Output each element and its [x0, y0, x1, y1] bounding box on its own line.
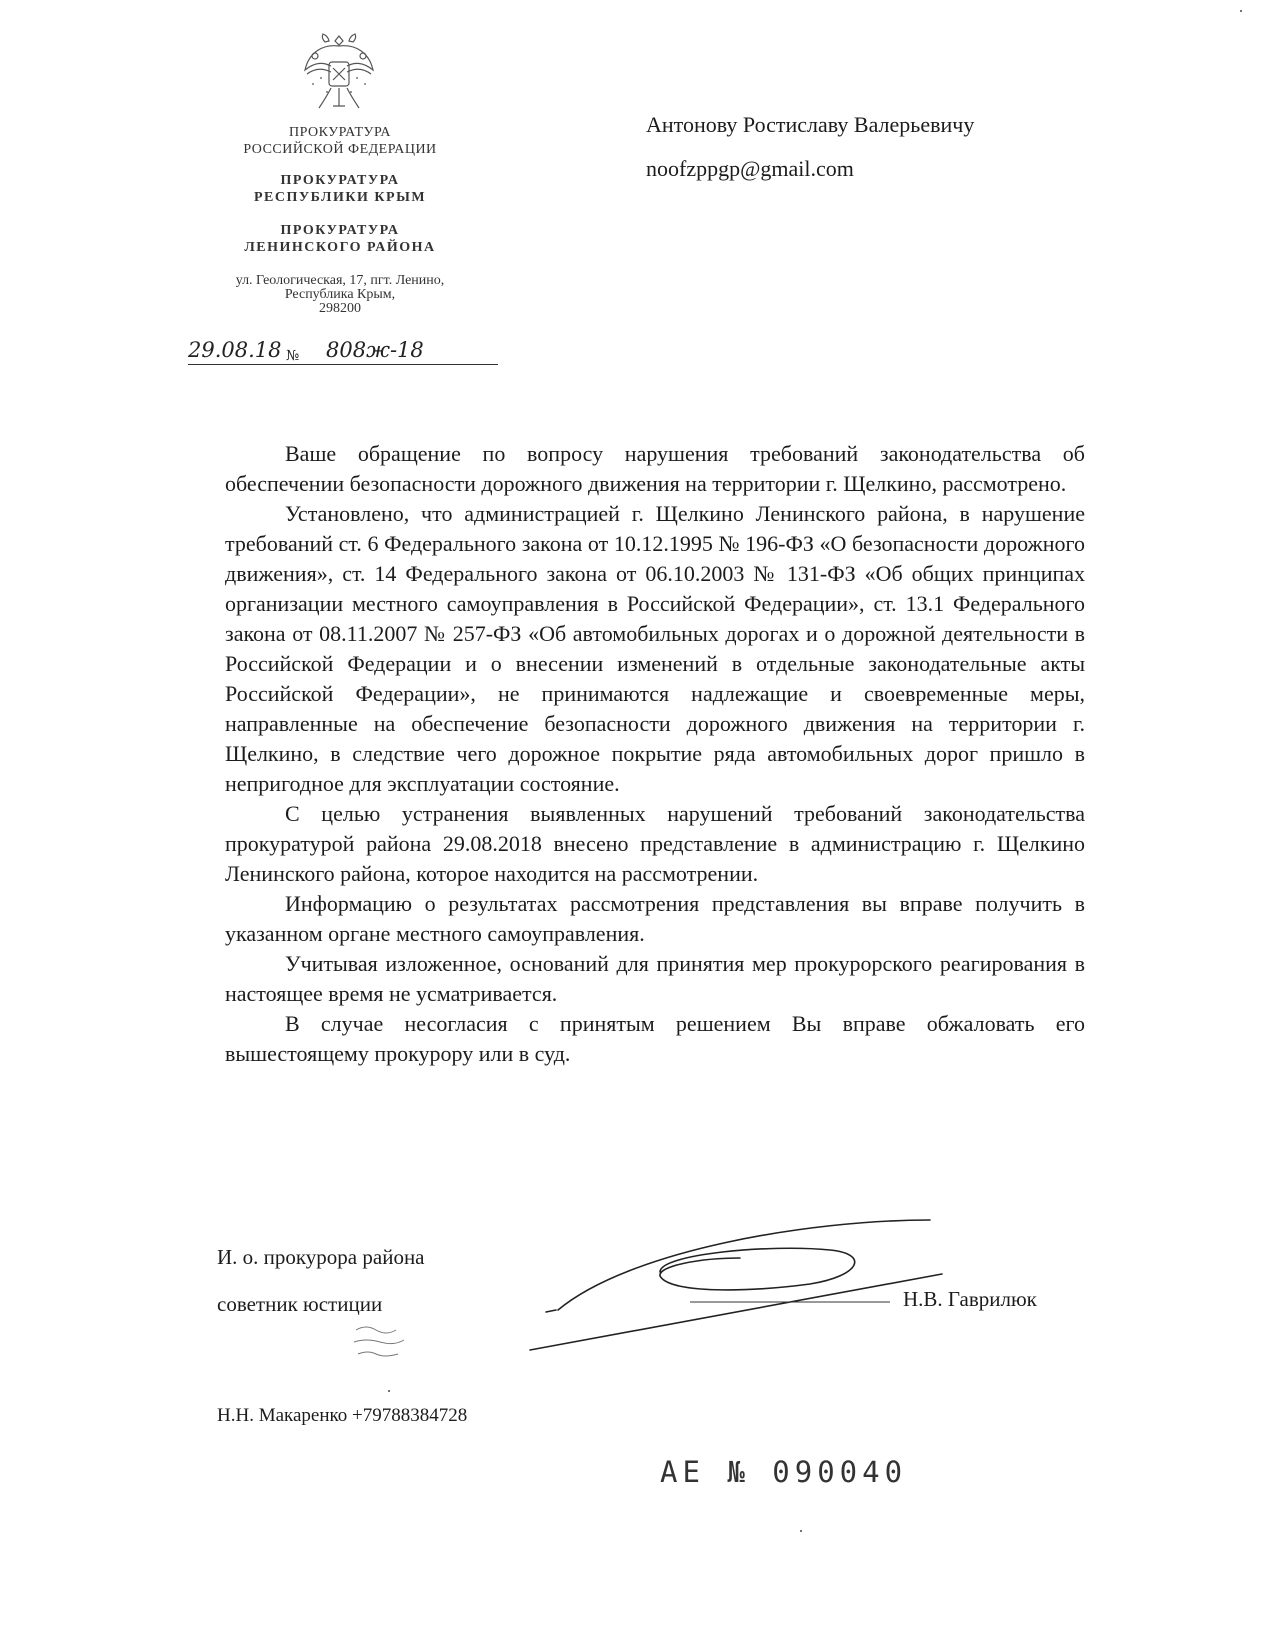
body-paragraph: Ваше обращение по вопросу нарушения требований законодательства об обеспечении безопасности дорожного движения на территории г. Щелкино, рассмотрено. [225, 441, 1085, 496]
signer-name: Н.В. Гаврилюк [903, 1287, 1037, 1311]
outgoing-number-line [188, 338, 498, 368]
letterhead-address [200, 274, 480, 316]
address-line: 298200 [319, 301, 361, 316]
scan-speck [800, 1530, 802, 1532]
address-line: Республика Крым, [284, 287, 396, 302]
body-paragraph: Информацию о результатах рассмотрения представления вы вправе получить в указанном органе местного самоуправления. [225, 891, 1085, 946]
coat-of-arms-emblem [301, 32, 377, 116]
small-stamp-mark [350, 1320, 430, 1365]
scan-speck [388, 1390, 390, 1392]
signer-rank: советник юстиции [217, 1292, 383, 1316]
letterhead-district [200, 222, 480, 256]
body-paragraph: В случае несогласия с принятым решением Вы вправе обжаловать его вышестоящему прокурору или в суд. [225, 1011, 1085, 1066]
signer-position: И. о. прокурора района [217, 1245, 425, 1269]
outgoing-date: 29.08.18 [188, 338, 282, 362]
letterhead-district-line: ЛЕНИНСКОГО РАЙОНА [244, 240, 436, 255]
scan-speck [1240, 10, 1242, 12]
form-serial-number: АЕ № 090040 [660, 1455, 908, 1489]
letterhead-org [200, 124, 480, 158]
letterhead-district-line: ПРОКУРАТУРА [280, 223, 400, 238]
letter-body [225, 439, 1085, 1069]
number-sign: № [286, 348, 300, 364]
body-paragraph: Учитывая изложенное, оснований для принятия мер прокурорского реагирования в настоящее время не усматривается. [225, 951, 1085, 1006]
letterhead-regional-line: ПРОКУРАТУРА [280, 173, 400, 188]
letterhead-regional [200, 172, 480, 206]
outgoing-underline [188, 364, 498, 365]
address-line: ул. Геологическая, 17, пгт. Ленино, [235, 273, 445, 288]
letterhead-org-line: РОССИЙСКОЙ ФЕДЕРАЦИИ [243, 142, 437, 157]
outgoing-number: 808ж-18 [326, 338, 424, 362]
handwritten-signature [510, 1210, 970, 1370]
letterhead-regional-line: РЕСПУБЛИКИ КРЫМ [253, 190, 427, 205]
executor-line: Н.Н. Макаренко +79788384728 [217, 1405, 468, 1426]
addressee-email: noofzppgp@gmail.com [646, 156, 854, 181]
addressee-name: Антонову Ростиславу Валерьевичу [646, 112, 975, 137]
body-paragraph: С целью устранения выявленных нарушений требований законодательства прокуратурой района 29.08.2018 внесено представление в администрацию г. Щелкино Ленинского района, которое находится на рассмотрении. [225, 801, 1085, 886]
letterhead-org-line: ПРОКУРАТУРА [288, 125, 392, 140]
body-paragraph: Установлено, что администрацией г. Щелкино Ленинского района, в нарушение требований ст. 6 Федерального закона от 10.12.1995 № 196-ФЗ «О безопасности дорожного движения», ст. 14 Федерального закона от 06.10.2003 № 131-ФЗ «Об общих принципах организации местного самоуправления в Российской Федерации», ст. 13.1 Федерального закона от 08.11.2007 № 257-ФЗ «Об автомобильных дорогах и о дорожной деятельности в Российской Федерации и о внесении изменений в отдельные законодательные акты Российской Федерации», не принимаются надлежащие и своевременные меры, направленные на обеспечение безопасности дорожного движения на территории г. Щелкино, в следствие чего дорожное покрытие ряда автомобильных дорог пришло в непригодное для эксплуатации состояние. [225, 501, 1085, 796]
